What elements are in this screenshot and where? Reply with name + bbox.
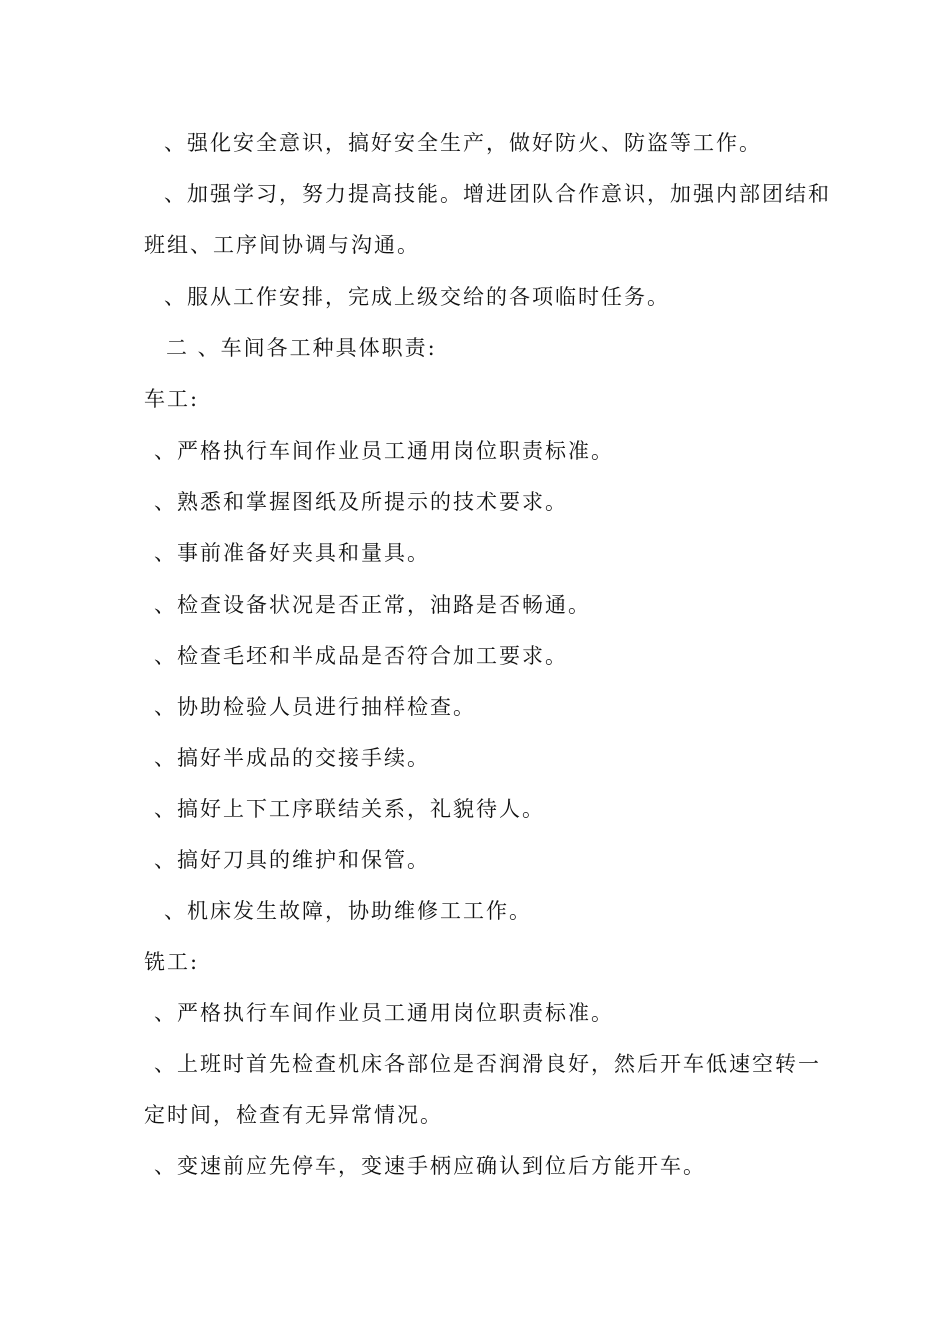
lathe-duty-item: 、搞好上下工序联结关系，礼貌待人。 bbox=[154, 797, 545, 821]
duty-item-learning-continued: 班组、工序间协调与沟通。 bbox=[144, 233, 420, 257]
duty-item-safety: 、强化安全意识，搞好安全生产，做好防火、防盗等工作。 bbox=[164, 131, 762, 155]
lathe-duty-item: 、熟悉和掌握图纸及所提示的技术要求。 bbox=[154, 490, 568, 514]
lathe-duty-item: 、事前准备好夹具和量具。 bbox=[154, 541, 430, 565]
milling-duty-item: 、严格执行车间作业员工通用岗位职责标准。 bbox=[154, 1001, 614, 1025]
subheading-lathe-worker: 车工: bbox=[144, 387, 200, 411]
milling-duty-item: 、变速前应先停车，变速手柄应确认到位后方能开车。 bbox=[154, 1154, 706, 1178]
milling-duty-item: 、上班时首先检查机床各部位是否润滑良好，然后开车低速空转一 bbox=[154, 1052, 821, 1076]
lathe-duty-item: 、严格执行车间作业员工通用岗位职责标准。 bbox=[154, 439, 614, 463]
duty-item-obey: 、服从工作安排，完成上级交给的各项临时任务。 bbox=[164, 285, 670, 309]
milling-duty-item-continued: 定时间，检查有无异常情况。 bbox=[144, 1103, 443, 1127]
lathe-duty-item: 、搞好刀具的维护和保管。 bbox=[154, 848, 430, 872]
section-heading: 二 、车间各工种具体职责: bbox=[166, 336, 437, 360]
lathe-duty-item: 、检查设备状况是否正常，油路是否畅通。 bbox=[154, 593, 591, 617]
subheading-milling-worker: 铣工: bbox=[144, 950, 200, 974]
lathe-duty-item: 、检查毛坯和半成品是否符合加工要求。 bbox=[154, 644, 568, 668]
duty-item-learning: 、加强学习，努力提高技能。增进团队合作意识，加强内部团结和 bbox=[164, 182, 831, 206]
lathe-duty-item: 、协助检验人员进行抽样检查。 bbox=[154, 695, 476, 719]
lathe-duty-item: 、机床发生故障，协助维修工工作。 bbox=[164, 899, 532, 923]
lathe-duty-item: 、搞好半成品的交接手续。 bbox=[154, 746, 430, 770]
